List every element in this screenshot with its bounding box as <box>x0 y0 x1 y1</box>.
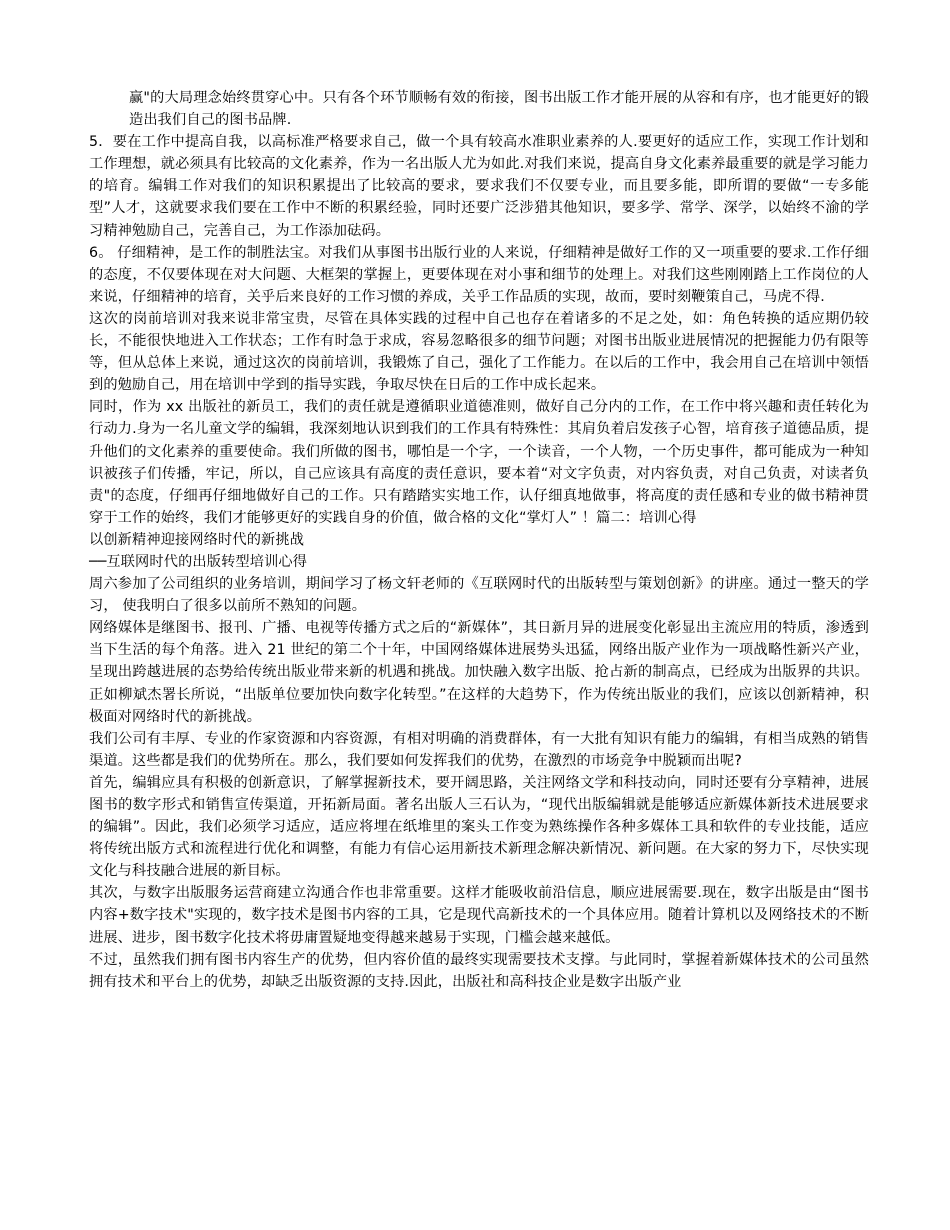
paragraph-responsibility: 同时，作为 xx 出版社的新员工，我们的责任就是遵循职业道德准则，做好自己分内的工作，在工作中将兴趣和责任转化为行动力.身为一名儿童文学的编辑，我深刻地认识到我们的工作具有特殊性：其肩负着启发孩子心智，培育孩子道德品质，提升他们的文化素养的重要使命。我们所做的图书，哪怕是一个字，一个读音，一个人物，一个历史事件，都可能成为一种知识被孩子们传播，牢记，所以，自己应该具有高度的责任意识，要本着“对文字负责，对内容负责，对自己负责，对读者负责"的态度，仔细再仔细地做好自己的工作。只有踏踏实实地工作，认仔细真地做事，将高度的责任感和专业的做书精神贯穿于工作的始终，我们才能够更好的实践自身的价值，做合格的文化“掌灯人” ！篇二：培训心得 <box>89 399 869 526</box>
article-title: 以创新精神迎接网络时代的新挑战 <box>89 531 305 548</box>
paragraph-continuation: 赢"的大局理念始终贯穿心中。只有各个环节顺畅有效的衔接，图书出版工作才能开展的从容和有序，也才能更好的锻造出我们自己的图书品牌. <box>129 90 869 129</box>
paragraph-first: 首先，编辑应具有积极的创新意识，了解掌握新技术，要开阔思路，关注网络文学和科技动向，同时还要有分享精神，进展图书的数字形式和销售宣传渠道，开拓新局面。著名出版人三石认为，“现代出版编辑就是能够适应新媒体新技术进展要求的编辑”。因此，我们必须学习适应，适应将埋在纸堆里的案头工作变为熟练操作各种多媒体工具和软件的专业技能，适应将传统出版方式和流程进行优化和调整，有能力有信心运用新技术新理念解决新情况、新问题。在大家的努力下，尽快实现文化与科技融合进展的新目标。 <box>89 774 869 880</box>
paragraph-intro: 周六参加了公司组织的业务培训，期间学习了杨文轩老师的《互联网时代的出版转型与策划创新》的讲座。通过一整天的学习， 使我明白了很多以前所不熟知的问题。 <box>89 576 869 615</box>
paragraph-network-media: 网络媒体是继图书、报刊、广播、电视等传播方式之后的“新媒体”，其日新月异的进展变化彰显出主流应用的特质，渗透到当下生活的每个角落。进入 21 世纪的第二个十年，中国网络媒体进展势头迅猛，网络出版产业作为一项战略性新兴产业，呈现出跨越进展的态势给传统出版业带来新的机遇和挑战。加快融入数字出版、抢占新的制高点，已经成为出版界的共识。正如柳斌杰署长所说，“出版单位要加快向数字化转型。”在这样的大趋势下，作为传统出版业的我们，应该以创新精神，积极面对网络时代的新挑战。 <box>89 620 869 725</box>
paragraph-item-6: 6。 仔细精神，是工作的制胜法宝。对我们从事图书出版行业的人来说，仔细精神是做好工作的又一项重要的要求.工作仔细的态度，不仅要体现在对大问题、大框架的掌握上，更要体现在对小事和细节的处理上。对我们这些刚刚踏上工作岗位的人来说，仔细精神的培育，关乎后来良好的工作习惯的养成，关乎工作品质的实现，故而，要时刻鞭策自己，马虎不得. <box>89 244 869 305</box>
paragraph-second: 其次，与数字出版服务运营商建立沟通合作也非常重要。这样才能吸收前沿信息，顺应进展需要.现在，数字出版是由“图书内容+数字技术"实现的，数字技术是图书内容的工具，它是现代高新技术的一个具体应用。随着计算机以及网络技术的不断进展、进步，图书数字化技术将毋庸置疑地变得越来越易于实现，门槛会越来越低。 <box>89 885 869 946</box>
paragraph-item-5: 5．要在工作中提高自我，以高标准严格要求自己，做一个具有较高水准职业素养的人.要更好的适应工作，实现工作计划和工作理想，就必须具有比较高的文化素养，作为一名出版人尤为如此.对我们来说，提高自身文化素养最重要的就是学习能力的培育。编辑工作对我们的知识积累提出了比较高的要求，要求我们不仅要专业，而且要多能，即所谓的要做“一专多能型”人才，这就要求我们要在工作中不断的积累经验，同时还要广泛涉猎其他知识，要多学、常学、深学，以始终不渝的学习精神勉励自己，完善自己，为工作添加砝码。 <box>89 134 869 239</box>
document-page <box>89 87 869 993</box>
paragraph-training-summary: 这次的岗前培训对我来说非常宝贵，尽管在具体实践的过程中自己也存在着诸多的不足之处，如：角色转换的适应期仍较长，不能很快地进入工作状态；工作有时急于求成，容易忽略很多的细节问题；对图书出版业进展情况的把握能力仍有限等等，但从总体上来说，通过这次的岗前培训，我锻炼了自己，强化了工作能力。在以后的工作中，我会用自己在培训中领悟到的勉励自己，用在培训中学到的指导实践，争取尽快在日后的工作中成长起来。 <box>89 310 869 394</box>
paragraph-company-advantages: 我们公司有丰厚、专业的作家资源和内容资源，有相对明确的消费群体，有一大批有知识有能力的编辑，有相当成熟的销售渠道。这些都是我们的优势所在。那么，我们要如何发挥我们的优势，在激烈的市场竞争中脱颖而出呢? <box>89 730 869 769</box>
paragraph-however: 不过，虽然我们拥有图书内容生产的优势，但内容价值的最终实现需要技术支撑。与此同时，掌握着新媒体技术的公司虽然拥有技术和平台上的优势，却缺乏出版资源的支持.因此，出版社和高科技企业是数字出版产业 <box>89 951 869 990</box>
article-subtitle: ──互联网时代的出版转型培训心得 <box>89 553 308 570</box>
